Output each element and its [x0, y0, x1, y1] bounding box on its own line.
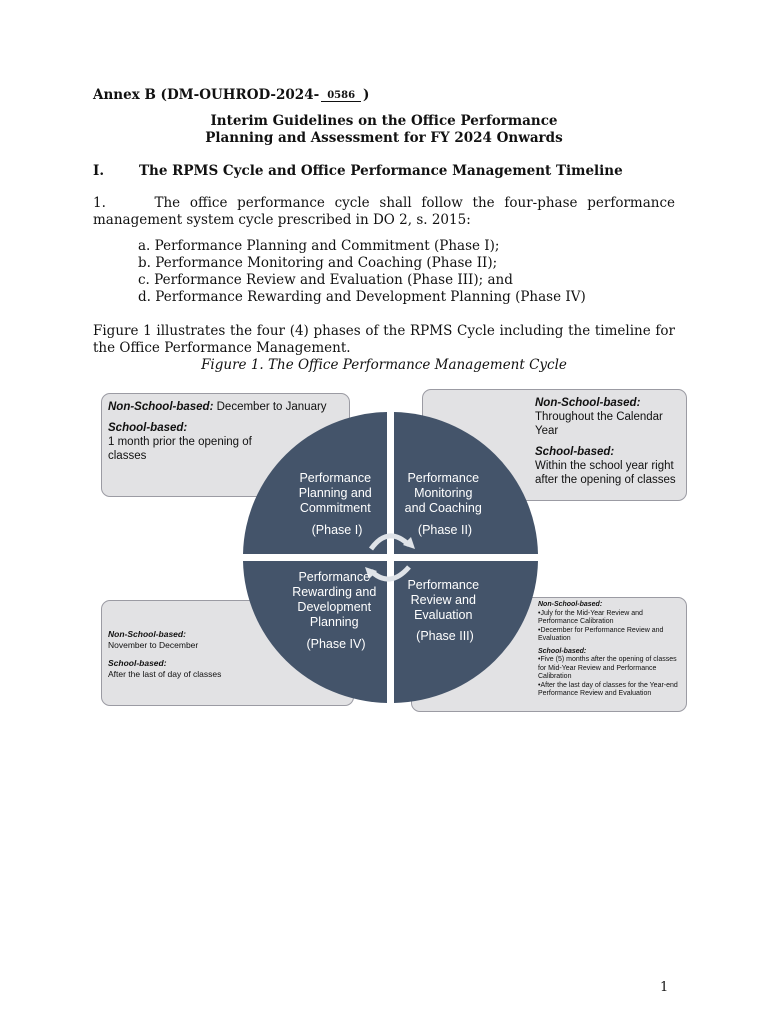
nsb-label: Non-School-based:	[108, 629, 186, 639]
title-line-2: Planning and Assessment for FY 2024 Onwards	[205, 130, 563, 146]
section-heading	[93, 163, 623, 179]
paragraph-cycle-intro	[93, 195, 675, 229]
annex-suffix: )	[363, 87, 370, 103]
phase-3-label: Performance Review and Evaluation (Phase III)	[407, 578, 480, 643]
cycle-diagram	[243, 412, 538, 703]
phase-1-label: Performance Planning and Commitment (Phase I)	[298, 471, 372, 537]
section-title: The RPMS Cycle and Office Performance Management Timeline	[139, 163, 623, 179]
memo-number: 0586	[321, 90, 361, 102]
paragraph2-line-2: the Office Performance Management.	[93, 340, 351, 356]
nsb-text: Throughout the Calendar Year	[535, 411, 663, 437]
annex-reference	[93, 87, 369, 103]
phase-4-label: Performance Rewarding and Development Planning (Phase IV)	[292, 570, 377, 651]
paragraph-figure-intro	[93, 323, 675, 357]
section-number: I.	[93, 163, 105, 179]
sb-label: School-based:	[108, 658, 167, 668]
annex-prefix: Annex B (DM-OUHROD-2024-	[93, 87, 320, 103]
nsb-label: Non-School-based:	[108, 401, 214, 413]
sb-label: School-based:	[538, 647, 587, 655]
nsb-text: December to January	[213, 401, 327, 413]
list-item: d. Performance Rewarding and Development Planning (Phase IV)	[138, 289, 586, 305]
sb-label: School-based:	[535, 446, 615, 458]
sb-item: •Five (5) months after the opening of classes for Mid-Year Review and Performance Calibration	[538, 656, 677, 680]
paragraph2-line-1: Figure 1 illustrates the four (4) phases of the RPMS Cycle including the timeline for	[93, 323, 675, 339]
paragraph1-line-2: management system cycle prescribed in DO 2, s. 2015:	[93, 212, 471, 228]
sb-text: After the last of day of classes	[108, 669, 222, 679]
list-item: a. Performance Planning and Commitment (Phase I);	[138, 238, 500, 254]
nsb-label: Non-School-based:	[535, 397, 641, 409]
figure-caption: Figure 1. The Office Performance Management Cycle	[201, 357, 567, 373]
document-title	[93, 113, 675, 147]
nsb-item: •July for the Mid-Year Review and Performance Calibration	[538, 609, 643, 625]
nsb-item: •December for Performance Review and Evaluation	[538, 626, 664, 642]
title-line-1: Interim Guidelines on the Office Performance	[210, 113, 558, 129]
sb-text: Within the school year right after the opening of classes	[535, 460, 676, 486]
phase-list	[138, 238, 586, 306]
nsb-label: Non-School-based:	[538, 601, 603, 608]
page-number: 1	[660, 980, 669, 995]
list-item: b. Performance Monitoring and Coaching (Phase II);	[138, 255, 498, 271]
phase-2-label: Performance Monitoring and Coaching (Phase II)	[404, 471, 482, 537]
paragraph1-line-1: 1. The office performance cycle shall follow the four-phase performance	[93, 195, 675, 211]
sb-label: School-based:	[108, 422, 188, 434]
list-item: c. Performance Review and Evaluation (Phase III); and	[138, 272, 513, 288]
sb-text: 1 month prior the opening of classes	[108, 436, 252, 462]
nsb-text: November to December	[108, 640, 199, 650]
sb-item: •After the last day of classes for the Year-end Performance Review and Evaluation	[538, 681, 678, 697]
